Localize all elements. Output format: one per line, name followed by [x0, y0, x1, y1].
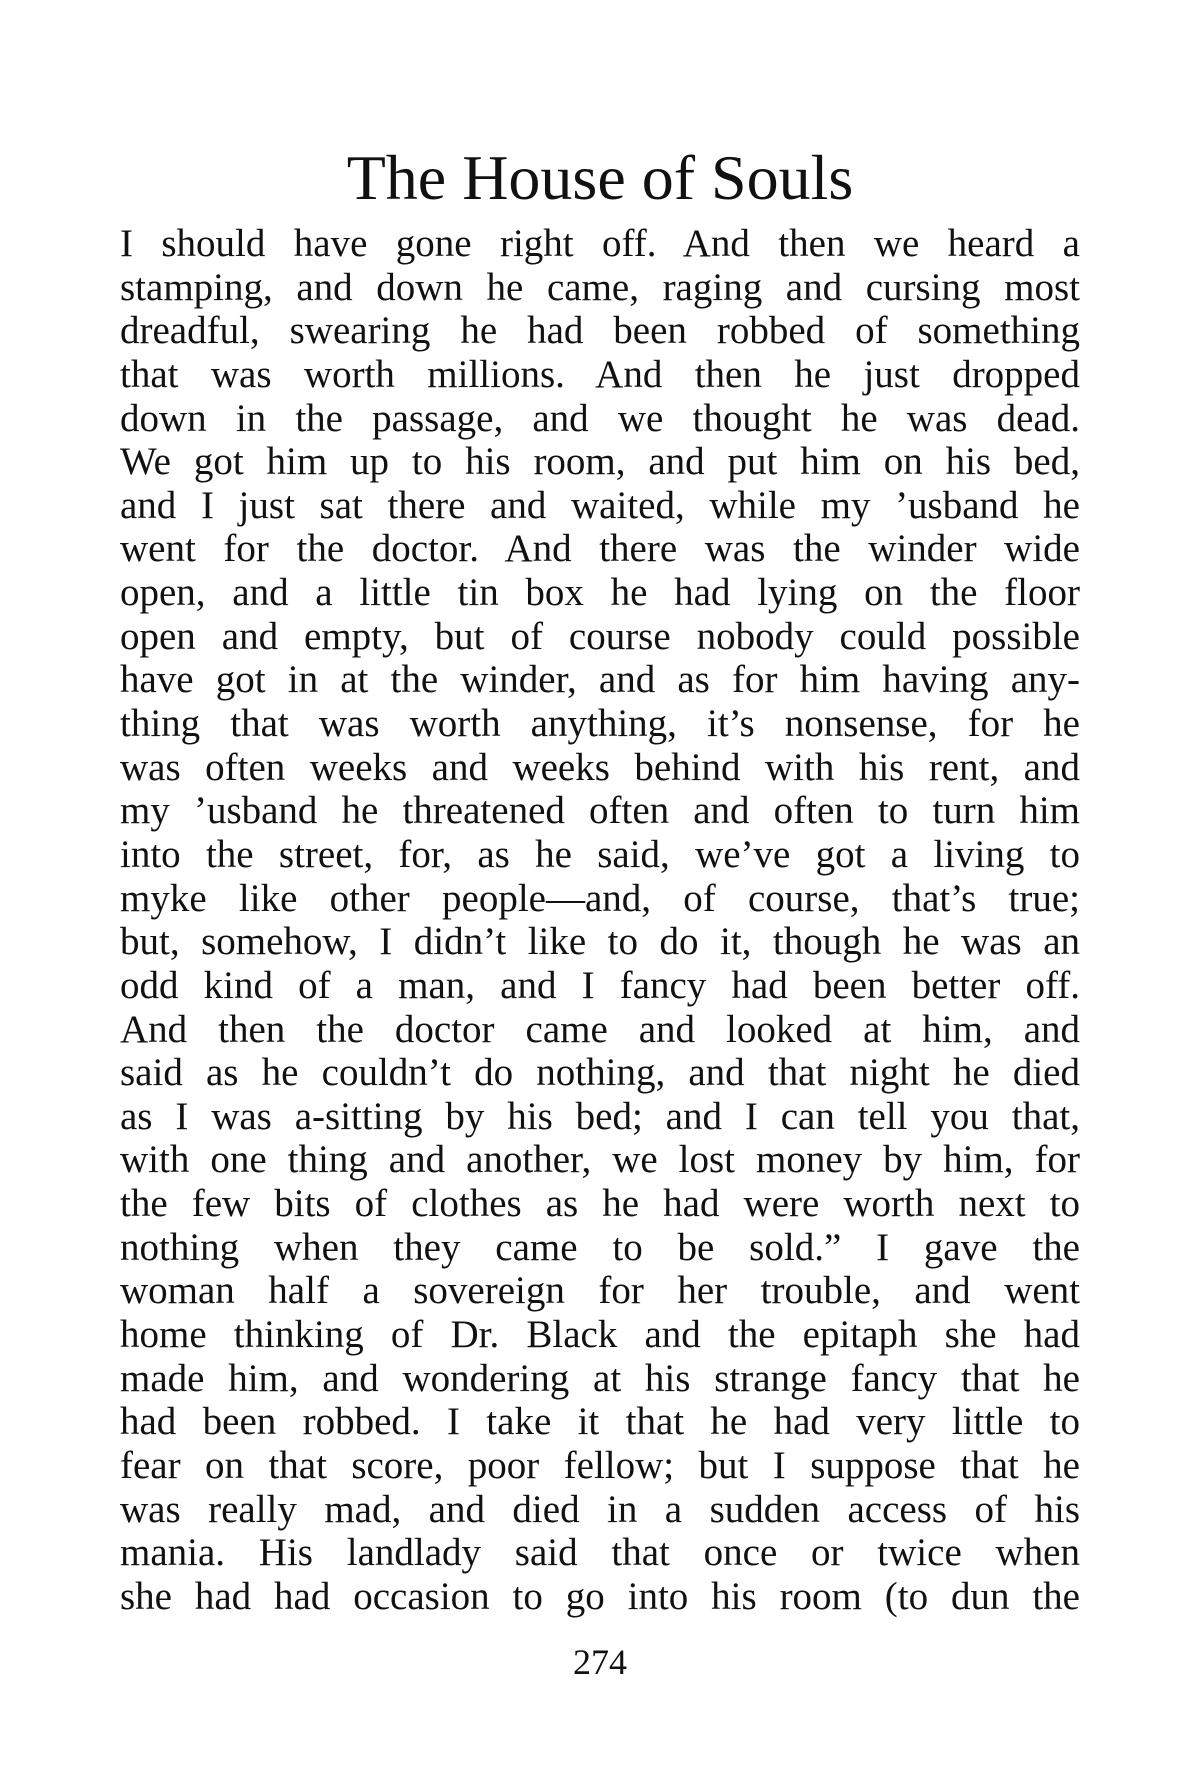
- text-line: thing that was worth anything, it’s nonsense, for he: [120, 702, 1080, 746]
- text-line: as I was a-sitting by his bed; and I can tell you that,: [120, 1094, 1080, 1138]
- text-line: mania. His landlady said that once or twice when: [120, 1531, 1080, 1575]
- text-line: woman half a sovereign for her trouble, and went: [120, 1269, 1080, 1313]
- text-line: and I just sat there and waited, while my ’usband he: [120, 483, 1080, 527]
- text-line: had been robbed. I take it that he had very little to: [120, 1400, 1080, 1444]
- text-line: myke like other people—and, of course, that’s true;: [120, 876, 1080, 920]
- text-line: the few bits of clothes as he had were worth next to: [120, 1182, 1080, 1226]
- text-line: but, somehow, I didn’t like to do it, though he was an: [120, 920, 1080, 964]
- text-line: And then the doctor came and looked at him, and: [120, 1007, 1080, 1051]
- running-head: The House of Souls: [346, 142, 854, 213]
- page-number: 274: [573, 1642, 627, 1682]
- text-line: fear on that score, poor fellow; but I suppose that he: [120, 1443, 1080, 1487]
- text-line: We got him up to his room, and put him on his bed,: [120, 440, 1080, 484]
- text-line: I should have gone right off. And then we heard a: [120, 222, 1080, 265]
- text-line: home thinking of Dr. Black and the epitaph she had: [120, 1313, 1080, 1357]
- text-line: my ’usband he threatened often and often to turn him: [120, 789, 1080, 833]
- text-line: went for the doctor. And there was the winder wide: [120, 527, 1080, 571]
- text-line: she had had occasion to go into his room (to dun the: [120, 1574, 1080, 1618]
- text-line: dreadful, swearing he had been robbed of something: [120, 309, 1080, 353]
- text-line: open, and a little tin box he had lying on the floor: [120, 571, 1080, 615]
- text-line: that was worth millions. And then he just dropped: [120, 352, 1080, 396]
- text-line: down in the passage, and we thought he was dead.: [120, 396, 1080, 440]
- text-line: open and empty, but of course nobody could possible: [120, 614, 1080, 658]
- text-line: made him, and wondering at his strange fancy that he: [120, 1356, 1080, 1400]
- text-line: with one thing and another, we lost money by him, for: [120, 1138, 1080, 1182]
- text-line: said as he couldn’t do nothing, and that night he died: [120, 1051, 1080, 1095]
- text-line: was often weeks and weeks behind with his rent, and: [120, 745, 1080, 789]
- body-text: [120, 222, 1080, 1619]
- text-line: odd kind of a man, and I fancy had been better off.: [120, 963, 1080, 1007]
- text-line: have got in at the winder, and as for him having any-: [120, 658, 1080, 702]
- text-line: nothing when they came to be sold.” I gave the: [120, 1225, 1080, 1269]
- text-line: stamping, and down he came, raging and cursing most: [120, 265, 1080, 309]
- text-line: into the street, for, as he said, we’ve got a living to: [120, 832, 1080, 876]
- text-line: was really mad, and died in a sudden access of his: [120, 1487, 1080, 1531]
